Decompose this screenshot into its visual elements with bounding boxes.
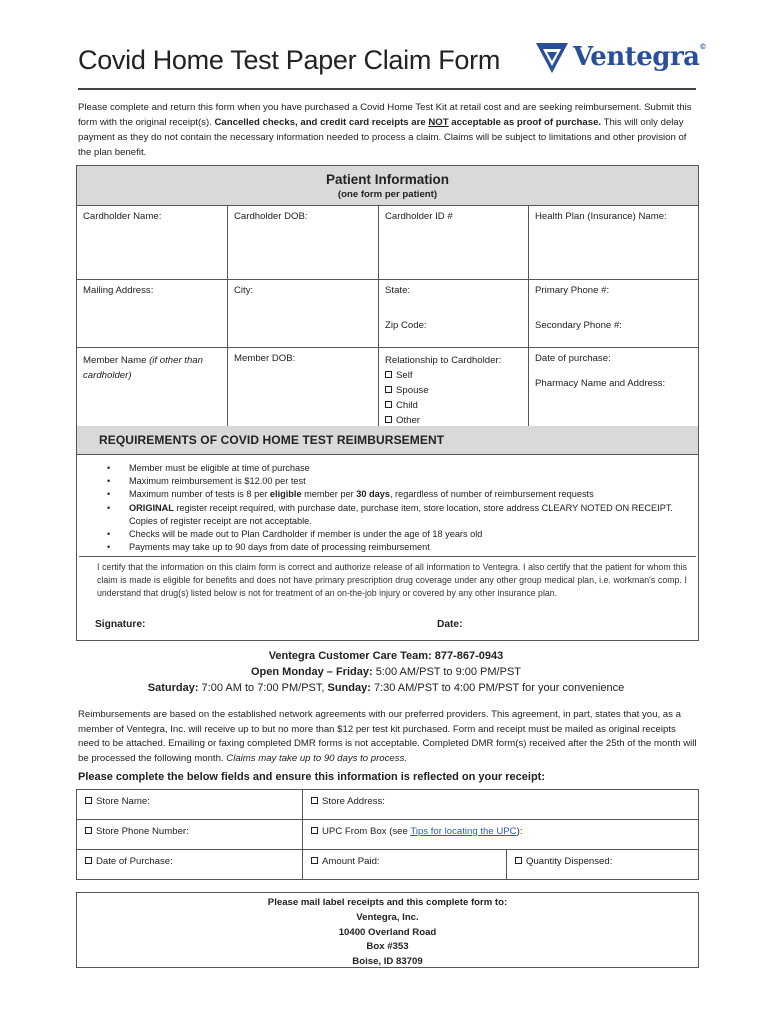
saturday-hours: 7:00 AM to 7:00 PM/PST, bbox=[201, 682, 328, 694]
requirement-text: , regardless of number of reimbursement requests bbox=[389, 489, 594, 500]
reimbursement-note: Claims may take up to 90 days to process. bbox=[226, 752, 408, 764]
store-address-label: Store Address: bbox=[322, 796, 385, 807]
cardholder-dob-field[interactable] bbox=[228, 206, 379, 280]
reimbursement-paragraph bbox=[78, 708, 698, 766]
requirements-list bbox=[129, 462, 689, 554]
checkbox-icon[interactable] bbox=[311, 827, 318, 834]
patient-info-subtitle: (one form per patient) bbox=[337, 189, 438, 200]
requirement-item: • Member must be eligible at time of purchase bbox=[129, 462, 689, 475]
title-divider bbox=[78, 88, 696, 90]
member-dob-field[interactable] bbox=[228, 348, 379, 434]
mailing-address-label: Mailing Address: bbox=[83, 285, 154, 296]
date-field[interactable]: Date: bbox=[437, 619, 463, 630]
requirements-section bbox=[76, 426, 699, 641]
requirement-text: register receipt required, with purchase date, purchase item, store location, store address CLEARY NOTED ON RECEIPT. Copies of register receipt are not acceptable. bbox=[129, 502, 673, 526]
requirement-text: member per bbox=[301, 489, 357, 500]
intro-text-1: Please complete and return this form when you have purchased a Covid Home Test Kit at retail cost and are seeking reimbursement. Submit this form with the original receipt(s). bbox=[78, 102, 692, 128]
requirement-item: • Payments may take up to 90 days from date of processing reimbursement bbox=[129, 541, 689, 554]
relationship-child-option[interactable] bbox=[385, 398, 522, 413]
cardholder-id-label: Cardholder ID # bbox=[385, 211, 453, 222]
logo-mark: © bbox=[699, 42, 707, 51]
checkbox-icon[interactable] bbox=[85, 797, 92, 804]
checkbox-icon[interactable] bbox=[385, 371, 392, 378]
state-label: State: bbox=[385, 285, 411, 296]
checkbox-icon[interactable] bbox=[311, 857, 318, 864]
customer-care-phone: Ventegra Customer Care Team: 877-867-0943 bbox=[268, 650, 504, 662]
receipt-table bbox=[76, 789, 699, 880]
mail-street: 10400 Overland Road bbox=[338, 926, 437, 938]
option-label: Spouse bbox=[396, 385, 429, 396]
member-dob-label: Member DOB: bbox=[234, 353, 296, 364]
store-name-field[interactable] bbox=[77, 790, 303, 820]
mail-city: Boise, ID 83709 bbox=[352, 956, 423, 968]
weekday-hours-label: Open Monday – Friday: bbox=[251, 666, 376, 678]
checkbox-icon[interactable] bbox=[515, 857, 522, 864]
requirement-text: Maximum number of tests is 8 per bbox=[129, 489, 270, 500]
patient-info-title: Patient Information bbox=[325, 172, 449, 187]
mailing-address-box bbox=[76, 892, 699, 968]
store-phone-field[interactable] bbox=[77, 820, 303, 850]
checkbox-icon[interactable] bbox=[385, 401, 392, 408]
requirement-item bbox=[129, 488, 689, 501]
reimbursement-text: Reimbursements are based on the established network agreements with our preferred providers. This agreement, in part, states that you, as a member of Ventegra, Inc. will receive up to but no more than $12 per test kit purchased. Form and receipt must be mailed as original receipts need to be attached. Emailing or faxing completed DMR forms is not acceptable. Completed DMR form(s) received after the 25th of the month will be processed the following month. bbox=[78, 709, 697, 764]
zip-label: Zip Code: bbox=[385, 320, 427, 331]
city-label: City: bbox=[234, 285, 254, 296]
upc-suffix: ): bbox=[516, 826, 523, 837]
intro-paragraph bbox=[78, 100, 694, 160]
sunday-label: Sunday: bbox=[327, 682, 374, 694]
checkbox-icon[interactable] bbox=[311, 797, 318, 804]
member-name-label: Member Name bbox=[83, 355, 150, 366]
intro-not: NOT bbox=[428, 117, 449, 128]
state-zip-field[interactable] bbox=[379, 280, 529, 348]
quantity-label: Quantity Dispensed: bbox=[526, 856, 613, 867]
cardholder-name-label: Cardholder Name: bbox=[83, 211, 162, 222]
pharmacy-label: Pharmacy Name and Address: bbox=[535, 378, 666, 389]
relationship-field bbox=[379, 348, 529, 434]
phone-field[interactable] bbox=[529, 280, 699, 348]
mailing-address-field[interactable] bbox=[77, 280, 228, 348]
checkbox-icon[interactable] bbox=[85, 857, 92, 864]
health-plan-field[interactable] bbox=[529, 206, 699, 280]
intro-bold-1: Cancelled checks, and credit card receipts are bbox=[214, 117, 429, 128]
member-name-field[interactable] bbox=[77, 348, 228, 434]
primary-phone-label: Primary Phone #: bbox=[535, 285, 610, 296]
date-of-purchase-label: Date of purchase: bbox=[535, 353, 611, 364]
intro-bold-2: acceptable as proof of purchase. bbox=[448, 117, 602, 128]
amount-paid-label: Amount Paid: bbox=[322, 856, 380, 867]
signature-field[interactable]: Signature: bbox=[95, 619, 146, 630]
requirements-header bbox=[77, 426, 698, 455]
ventegra-logo-icon bbox=[535, 40, 569, 74]
upc-tips-link[interactable]: Tips for locating the UPC bbox=[410, 826, 517, 837]
cardholder-dob-label: Cardholder DOB: bbox=[234, 211, 308, 222]
certification-section bbox=[79, 556, 696, 638]
receipt-date-field[interactable] bbox=[77, 850, 303, 880]
weekday-hours: 5:00 AM/PST to 9:00 PM/PST bbox=[375, 666, 521, 678]
option-label: Child bbox=[396, 400, 418, 411]
certification-text: I certify that the information on this claim form is correct and authorize release of all information to Ventegra. I also certify that the patient for whom this claim is made is eligible for benefits and does not have primary prescription drug coverage under any other group medical plan, i.e. workman's comp. I understand that drug(s) listed below is not for treatment of an on-the-job injury or covered by any other insurance plan. bbox=[97, 562, 687, 598]
logo-text: Ventegra bbox=[573, 42, 700, 72]
requirement-bold: ORIGINAL bbox=[129, 502, 174, 513]
requirement-bold: eligible bbox=[269, 489, 302, 500]
receipt-heading: Please complete the below fields and ensure this information is reflected on your receipt: bbox=[78, 771, 546, 783]
requirement-item bbox=[129, 502, 689, 528]
secondary-phone-label: Secondary Phone #: bbox=[535, 320, 622, 331]
checkbox-icon[interactable] bbox=[385, 416, 392, 423]
cardholder-name-field[interactable] bbox=[77, 206, 228, 280]
member-name-note: (if other than cardholder) bbox=[83, 355, 203, 381]
mail-instruction: Please mail label receipts and this complete form to: bbox=[267, 897, 508, 908]
page-title: Covid Home Test Paper Claim Form bbox=[78, 45, 501, 75]
ventegra-logo bbox=[535, 40, 707, 78]
store-address-field[interactable] bbox=[303, 790, 699, 820]
cardholder-id-field[interactable] bbox=[379, 206, 529, 280]
requirement-item: • Checks will be made out to Plan Cardholder if member is under the age of 18 years old bbox=[129, 528, 689, 541]
amount-paid-field[interactable] bbox=[303, 850, 507, 880]
upc-field[interactable] bbox=[303, 820, 699, 850]
sunday-hours: 7:30 AM/PST to 4:00 PM/PST for your convenience bbox=[373, 682, 625, 694]
store-name-label: Store Name: bbox=[96, 796, 150, 807]
quantity-field[interactable] bbox=[507, 850, 699, 880]
option-label: Self bbox=[396, 370, 413, 381]
requirements-title: REQUIREMENTS OF COVID HOME TEST REIMBURSEMENT bbox=[99, 433, 445, 447]
relationship-self-option[interactable] bbox=[385, 368, 522, 383]
patient-info-table bbox=[76, 165, 699, 434]
intro-text-2: This will only delay payment as they do not contain the necessary information needed to process a claim. Claims will be subject to limitations and other provision of the plan benefit. bbox=[78, 117, 687, 158]
health-plan-label: Health Plan (Insurance) Name: bbox=[535, 211, 667, 222]
checkbox-icon[interactable] bbox=[85, 827, 92, 834]
relationship-spouse-option[interactable] bbox=[385, 383, 522, 398]
mail-box: Box #353 bbox=[366, 941, 409, 953]
requirement-item: • Maximum reimbursement is $12.00 per test bbox=[129, 475, 689, 488]
patient-info-header bbox=[77, 166, 699, 206]
customer-care-info bbox=[78, 648, 694, 696]
purchase-pharmacy-field[interactable] bbox=[529, 348, 699, 434]
store-phone-label: Store Phone Number: bbox=[96, 826, 189, 837]
upc-label: UPC From Box (see bbox=[322, 826, 411, 837]
saturday-label: Saturday: bbox=[147, 682, 202, 694]
relationship-label: Relationship to Cardholder: bbox=[385, 355, 502, 366]
mail-company: Ventegra, Inc. bbox=[356, 911, 419, 923]
requirement-bold: 30 days bbox=[356, 489, 390, 500]
receipt-date-label: Date of Purchase: bbox=[96, 856, 173, 867]
city-field[interactable] bbox=[228, 280, 379, 348]
checkbox-icon[interactable] bbox=[385, 386, 392, 393]
option-label: Other bbox=[396, 415, 420, 426]
